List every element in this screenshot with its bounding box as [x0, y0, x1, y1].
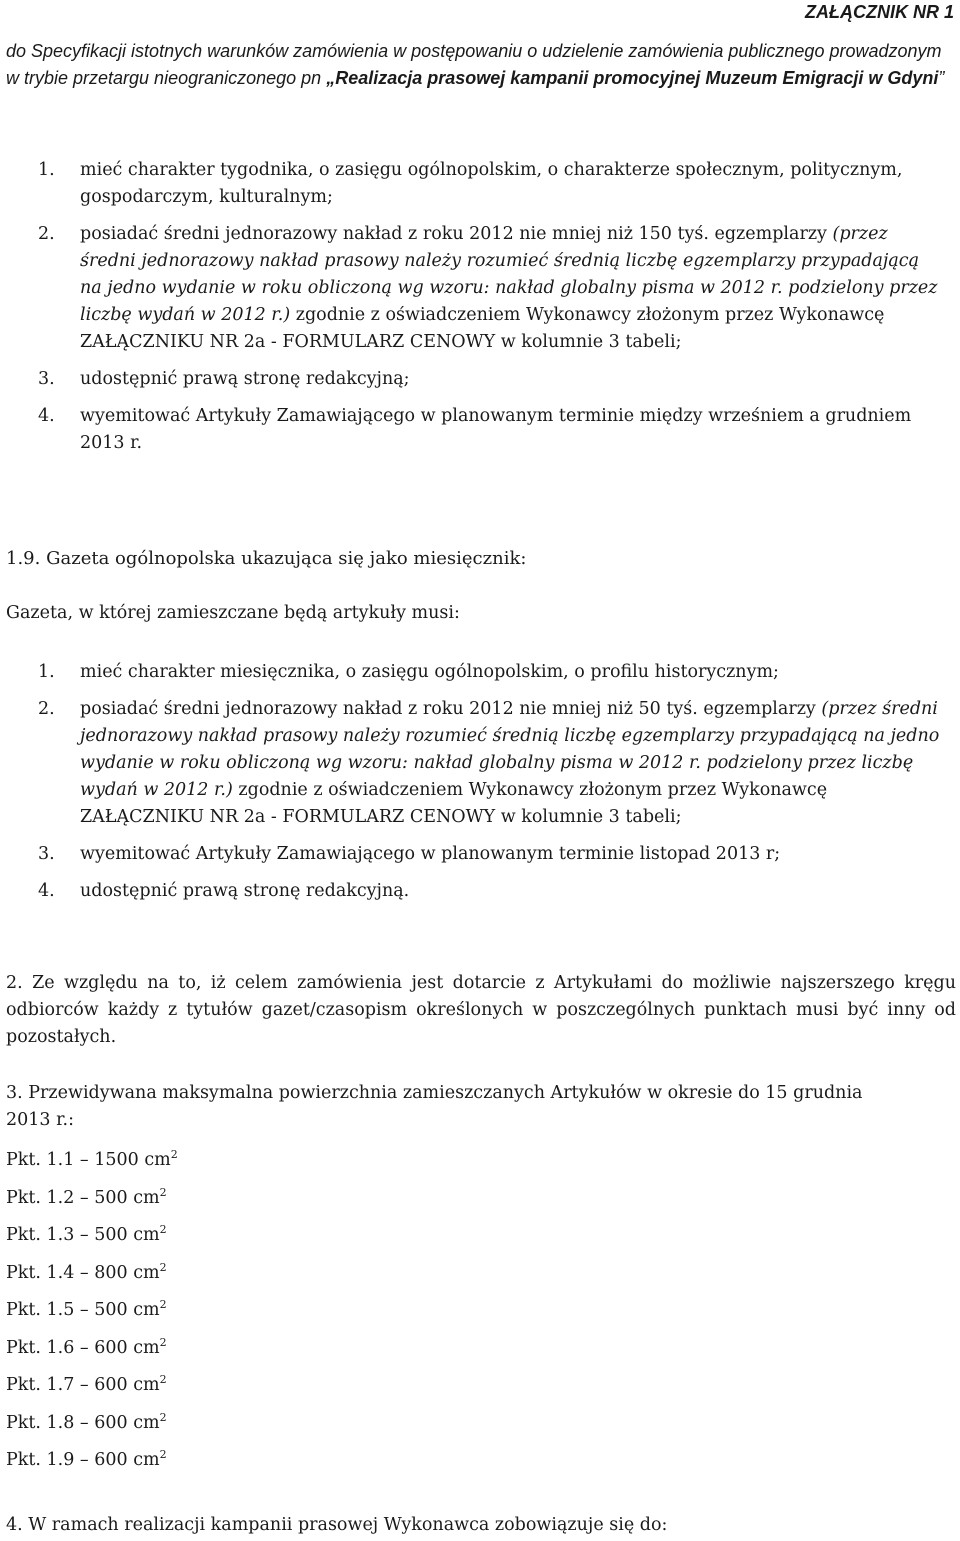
list-item-text: udostępnić prawą stronę redakcyjną; [80, 369, 410, 389]
list-item-number: 3. [38, 369, 55, 389]
spec-close: ” [938, 68, 945, 88]
list-item-number: 2. [38, 224, 55, 244]
spec-intro: do Specyfikacji istotnych warunków zamówienia w postępowaniu o udzielenie zamówienia publicznego prowadzonym w trybie przetargu nieograniczonego pn [6, 41, 942, 88]
list-item-note: (przez średni jednorazowy nakład prasowy należy rozumieć średnią liczbę egzemplarzy przypadającą na jedno wydanie w roku obliczoną wg wzoru: nakład globalny pisma w 2012 r. podzielony przez liczbę wydań w 2012 r.) [80, 699, 940, 800]
list-item-text: mieć charakter miesięcznika, o zasięgu ogólnopolskim, o profilu historycznym; [80, 662, 779, 682]
list-item-number: 4. [38, 881, 55, 901]
list-item-text: wyemitować Artykuły Zamawiającego w planowanym terminie między wrześniem a grudniem 2013 r. [80, 406, 912, 453]
paragraph-point-4: 4. W ramach realizacji kampanii prasowej Wykonawca zobowiązuje się do: [6, 1515, 668, 1535]
list-item-number: 2. [38, 699, 55, 719]
specification-header [6, 38, 956, 92]
area-item: Pkt. 1.7 – 600 $cm^2$ [6, 1373, 167, 1395]
area-item: Pkt. 1.9 – 600 $cm^2$ [6, 1448, 167, 1470]
area-item: Pkt. 1.6 – 600 $cm^2$ [6, 1335, 167, 1358]
paragraph-point-2: 2. Ze względu na to, iż celem zamówienia jest dotarcie z Artykułami do możliwie najszerszego kręgu odbiorców każdy z tytułów gazet/czasopism określonych w poszczególnych punktach musi być inny od pozostałych. [6, 973, 956, 1047]
list-item [0, 841, 960, 868]
area-item: Pkt. 1.8 – 600 $cm^2$ [6, 1410, 167, 1433]
area-item: Pkt. 1.1 – 1500 $cm^2$ [6, 1148, 178, 1170]
list-item-text-tail: zgodnie z oświadczeniem Wykonawcy złożonym przez Wykonawcę ZAŁĄCZNIKU NR 2a - FORMULARZ CENOWY w kolumnie 3 tabeli; [80, 780, 828, 827]
area-item: Pkt. 1.3 – 500 $cm^2$ [6, 1223, 167, 1245]
requirements-list-monthly [0, 659, 960, 905]
paragraph-point-3: 3. Przewidywana maksymalna powierzchnia zamieszczanych Artykułów w okresie do 15 grudnia 2013 r.: [6, 1083, 863, 1130]
section-heading [6, 548, 526, 569]
list-item-number: 1. [38, 662, 55, 682]
list-item-text-tail: zgodnie z oświadczeniem Wykonawcy złożonym przez Wykonawcę ZAŁĄCZNIKU NR 2a - FORMULARZ CENOWY w kolumnie 3 tabeli; [80, 305, 885, 352]
list-item-text: posiadać średni jednorazowy nakład z roku 2012 nie mniej niż 50 tyś. egzemplarzy [80, 699, 816, 719]
area-list [6, 1148, 178, 1486]
list-item [0, 221, 960, 356]
list-item [0, 696, 960, 831]
list-item-number: 3. [38, 844, 55, 864]
requirements-list-weekly [0, 157, 960, 457]
attachment-label: ZAŁĄCZNIK NR 1 [805, 2, 954, 22]
list-item [0, 659, 960, 686]
list-item [0, 403, 960, 457]
section-number: 1.9. [6, 548, 41, 569]
spec-title: „Realizacja prasowej kampanii promocyjnej Muzeum Emigracji w Gdyni [326, 68, 939, 88]
area-item: Pkt. 1.2 – 500 $cm^2$ [6, 1185, 167, 1208]
list-item-number: 1. [38, 160, 55, 180]
area-item: Pkt. 1.5 – 500 $cm^2$ [6, 1298, 167, 1320]
list-item-text: udostępnić prawą stronę redakcyjną. [80, 881, 410, 901]
list-item-number: 4. [38, 406, 55, 426]
list-item [0, 366, 960, 393]
area-item: Pkt. 1.4 – 800 $cm^2$ [6, 1260, 167, 1283]
list-item-text: wyemitować Artykuły Zamawiającego w planowanym terminie listopad 2013 r; [80, 844, 781, 864]
section-intro: Gazeta, w której zamieszczane będą artykuły musi: [6, 603, 460, 623]
list-item [0, 157, 960, 211]
list-item [0, 878, 960, 905]
section-title: Gazeta ogólnopolska ukazująca się jako miesięcznik: [46, 548, 527, 569]
list-item-text: posiadać średni jednorazowy nakład z roku 2012 nie mniej niż 150 tyś. egzemplarzy [80, 224, 827, 244]
list-item-note: (przez średni jednorazowy nakład prasowy należy rozumieć średnią liczbę egzemplarzy przypadającą na jedno wydanie w roku obliczoną wg wzoru: nakład globalny pisma w 2012 r. podzielony przez liczbę wydań w 2012 r.) [80, 224, 938, 325]
list-item-text: mieć charakter tygodnika, o zasięgu ogólnopolskim, o charakterze społecznym, politycznym, gospodarczym, kulturalnym; [80, 160, 903, 207]
